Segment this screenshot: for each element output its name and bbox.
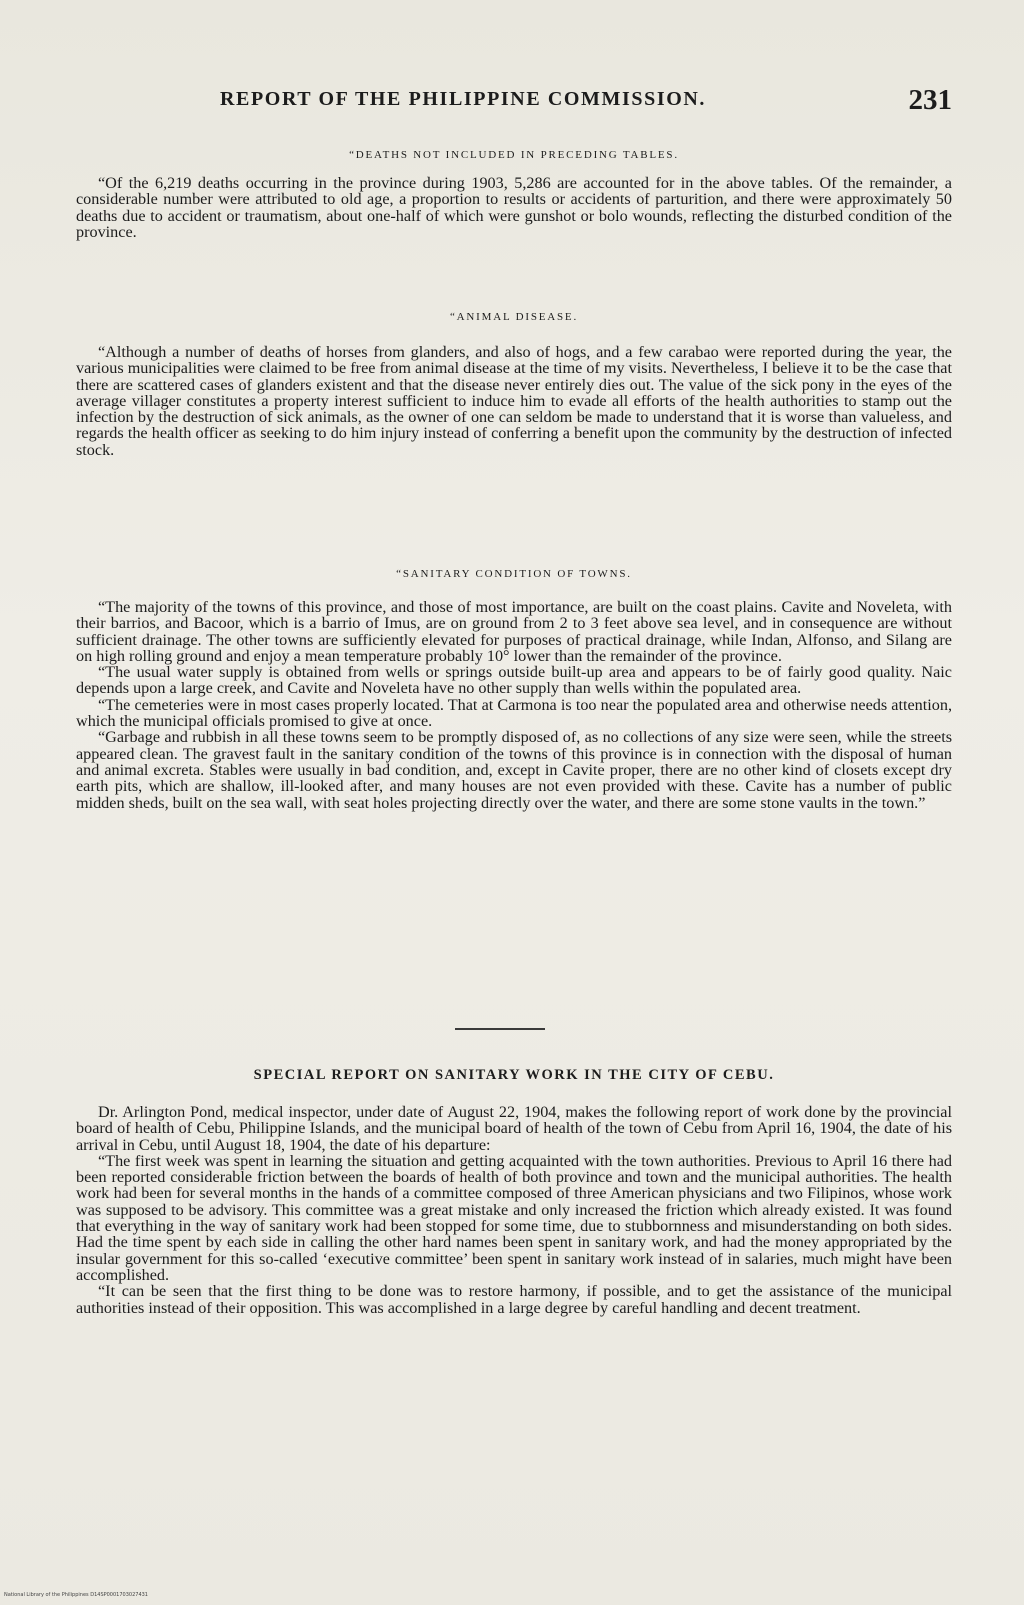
section-heading-deaths: “DEATHS NOT INCLUDED IN PRECEDING TABLES.: [349, 149, 679, 161]
paragraph: “The usual water supply is obtained from wells or springs outside built-up area and appears to be of fairly good quality. Naic depends upon a large creek, and Cavite and Noveleta have no other supply than wells within the populated area.: [76, 663, 952, 698]
paragraph: “The first week was spent in learning the situation and getting acquainted with the town authorities. Previous to April 16 there had been reported considerable friction between the boards of health of both province and town and the municipal authorities. The health work had been for several months in the hands of a committee composed of three American physicians and two Filipinos, whose work was supposed to be advisory. This committee was a great mistake and only increased the friction which already existed. It was found that everything in the way of sanitary work had been stopped for some time, due to stubbornness and misunderstanding on both sides. Had the time spent by each side in calling the other hard names been spent in sanitary work, and had the money appropriated by the insular government for this so-called ‘executive committee’ been spent in sanitary work instead of in salaries, much might have been accomplished.: [76, 1151, 952, 1284]
section-divider: [455, 1028, 545, 1030]
section-heading-sanitary-condition: “SANITARY CONDITION OF TOWNS.: [396, 568, 632, 580]
paragraph: “The majority of the towns of this province, and those of most importance, are built on the coast plains. Cavite and Noveleta, with their barrios, and Bacoor, which is a barrio of Imus, are on ground from 2 to 3 feet above sea level, and in consequence are without sufficient drainage. The other towns are sufficiently elevated for purposes of practical drainage, while Indan, Alfonso, and Silang are on high rolling ground and enjoy a mean temperature probably 10° lower than the remainder of the province.: [76, 598, 952, 665]
section-cebu-body: [76, 1104, 952, 1316]
paragraph: “It can be seen that the first thing to be done was to restore harmony, if possible, and to get the assistance of the municipal authorities instead of their opposition. This was accomplished in a large degree by careful handling and decent treatment.: [76, 1282, 952, 1317]
paragraph: “Of the 6,219 deaths occurring in the province during 1903, 5,286 are accounted for in the above tables. Of the remainder, a considerable number were attributed to old age, a proportion to results or accidents of parturition, and there were approximately 50 deaths due to accident or traumatism, about one-half of which were gunshot or bolo wounds, reflecting the disturbed condition of the province.: [76, 174, 952, 241]
section-deaths-body: [76, 175, 952, 240]
section-animal-body: [76, 344, 952, 458]
paragraph: “Although a number of deaths of horses from glanders, and also of hogs, and a few carabao were reported during the year, the various municipalities were claimed to be free from animal disease at the time of my visits. Nevertheless, I believe it to be the case that there are scattered cases of glanders existent and that the disease never entirely dies out. The value of the sick pony in the eyes of the average villager constitutes a property interest sufficient to induce him to evade all efforts of the health authorities to stamp out the infection by the destruction of sick animals, as the owner of one can seldom be made to understand that it is worse than valueless, and regards the health officer as seeking to do him injury instead of conferring a benefit upon the community by the destruction of infected stock.: [76, 343, 952, 459]
section-heading-animal-disease: “ANIMAL DISEASE.: [450, 311, 578, 323]
paragraph: “Garbage and rubbish in all these towns seem to be promptly disposed of, as no collections of any size were seen, while the streets appeared clean. The gravest fault in the sanitary condition of the towns of this province is in connection with the disposal of human and animal excreta. Stables were usually in bad condition, and, except in Cavite proper, there are no other kind of closets except dry earth pits, which are shallow, ill-looked after, and many houses are not even provided with these. Cavite has a number of public midden sheds, built on the sea wall, with seat holes projecting directly over the water, and there are some stone vaults in the town.”: [76, 728, 952, 812]
page-number: 231: [908, 84, 952, 116]
page-header: [210, 84, 952, 124]
paragraph: Dr. Arlington Pond, medical inspector, under date of August 22, 1904, makes the following report of work done by the provincial board of health of Cebu, Philippine Islands, and the municipal board of health of the town of Cebu from April 16, 1904, the date of his arrival in Cebu, until August 18, 1904, the date of his departure:: [76, 1103, 952, 1154]
paragraph: “The cemeteries were in most cases properly located. That at Carmona is too near the populated area and otherwise needs attention, which the municipal officials promised to give at once.: [76, 695, 952, 731]
section-sanitary-body: [76, 599, 952, 811]
special-report-title: SPECIAL REPORT ON SANITARY WORK IN THE CITY OF CEBU.: [253, 1067, 775, 1083]
running-title: REPORT OF THE PHILIPPINE COMMISSION.: [220, 88, 707, 110]
scan-credit: National Library of the Philippines D14SP0001703027431: [4, 1592, 148, 1598]
